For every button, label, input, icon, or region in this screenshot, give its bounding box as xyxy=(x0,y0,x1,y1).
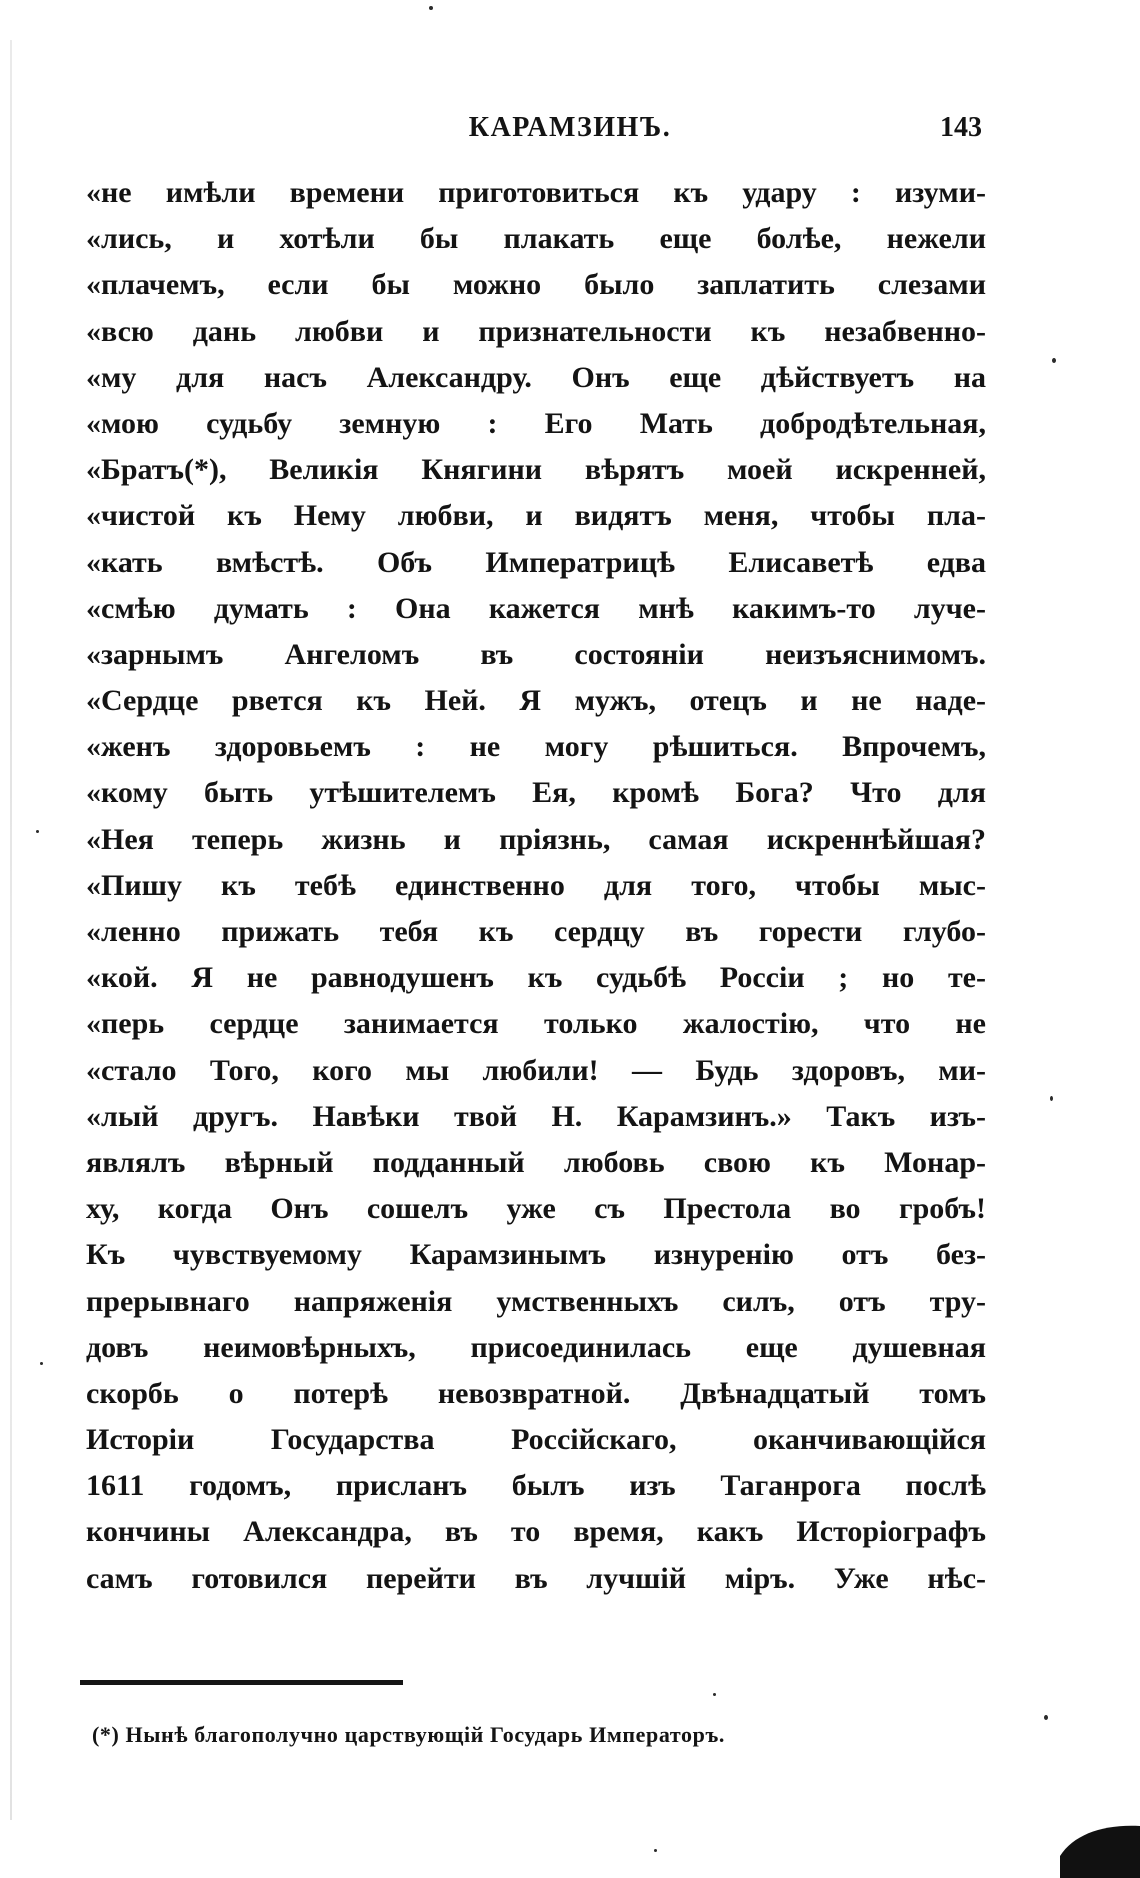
text-line: «Пишу къ тебѣ единственно для того, чтобы мыс- xyxy=(86,868,986,902)
text-line: «лись, и хотѣли бы плакать еще болѣе, нежели xyxy=(86,222,986,256)
text-line: 1611 годомъ, присланъ былъ изъ Таганрога послѣ xyxy=(86,1469,986,1503)
text-line: самъ готовился перейти въ лучшій міръ. Уже нѣс- xyxy=(86,1561,986,1595)
text-line: «Сердце рвется къ Ней. Я мужъ, отецъ и не наде- xyxy=(86,684,986,718)
body-text xyxy=(86,170,986,1602)
text-line: «лый другъ. Навѣки твой Н. Карамзинъ.» Такъ изъ- xyxy=(86,1099,986,1133)
text-line: «не имѣли времени приготовиться къ удару : изуми- xyxy=(86,176,986,209)
ink-speck xyxy=(654,1849,657,1852)
text-line: «Нея теперь жизнь и пріязнь, самая искреннѣйшая? xyxy=(86,822,986,856)
text-line: довъ неимовѣрныхъ, присоединилась еще душевная xyxy=(86,1330,986,1364)
text-line: «стало Того, кого мы любили! — Будь здоровъ, ми- xyxy=(86,1053,986,1087)
text-line: «всю дань любви и признательности къ незабвенно- xyxy=(86,314,986,348)
ink-speck xyxy=(40,1362,43,1365)
page-number: 143 xyxy=(940,112,982,143)
footnote: (*) Нынѣ благополучно царствующій Государь Императоръ. xyxy=(92,1722,725,1747)
text-line: «кому быть утѣшителемъ Ея, кромѣ Бога? Что для xyxy=(86,776,986,810)
text-line: Къ чувствуемому Карамзинымъ изнуренію отъ без- xyxy=(86,1238,986,1272)
text-line: ху, когда Онъ сошелъ уже съ Престола во гробъ! xyxy=(86,1192,986,1226)
text-line: «Братъ(*), Великія Княгини вѣрятъ моей искренней, xyxy=(86,453,986,487)
text-line: «мою судьбу земную : Его Мать добродѣтельная, xyxy=(86,406,986,440)
ink-blot-decoration xyxy=(1060,1808,1140,1878)
text-line: «перь сердце занимается только жалостію, что не xyxy=(86,1007,986,1041)
text-line: «кой. Я не равнодушенъ къ судьбѣ Россіи ; но те- xyxy=(86,961,986,995)
text-line: «смѣю думать : Она кажется мнѣ какимъ-то луче- xyxy=(86,591,986,625)
ink-speck xyxy=(1044,1715,1048,1720)
text-line: являлъ вѣрный подданный любовь свою къ Монар- xyxy=(86,1145,986,1179)
text-line: «чистой къ Нему любви, и видятъ меня, чтобы пла- xyxy=(86,499,986,533)
text-line: «зарнымъ Ангеломъ въ состояніи неизъяснимомъ. xyxy=(86,637,986,671)
footnote-separator xyxy=(80,1680,403,1685)
text-line: «плачемъ, если бы можно было заплатить слезами xyxy=(86,268,986,302)
ink-speck xyxy=(36,830,39,833)
text-line: «му для насъ Александру. Онъ еще дѣйствуетъ на xyxy=(86,360,986,394)
text-line: «ленно прижать тебя къ сердцу въ горести глубо- xyxy=(86,915,986,948)
page-gutter-edge xyxy=(10,40,12,1820)
text-line: скорбь о потерѣ невозвратной. Двѣнадцатый томъ xyxy=(86,1376,986,1410)
text-line: прерывнаго напряженія умственныхъ силъ, отъ тру- xyxy=(86,1284,986,1318)
ink-speck xyxy=(1050,1096,1053,1101)
text-line: «женъ здоровьемъ : не могу рѣшиться. Впрочемъ, xyxy=(86,730,986,764)
text-line italic-title-line: Исторіи Государства Россійскаго, оканчивающійся xyxy=(86,1423,986,1457)
running-title: КАРАМЗИНЪ. xyxy=(468,112,672,143)
ink-speck xyxy=(429,6,433,10)
text-line: кончины Александра, въ то время, какъ Исторіографъ xyxy=(86,1515,986,1549)
text-line: «кать вмѣстѣ. Объ Императрицѣ Елисаветѣ едва xyxy=(86,545,986,579)
ink-speck xyxy=(1052,358,1056,363)
ink-speck xyxy=(713,1693,716,1696)
